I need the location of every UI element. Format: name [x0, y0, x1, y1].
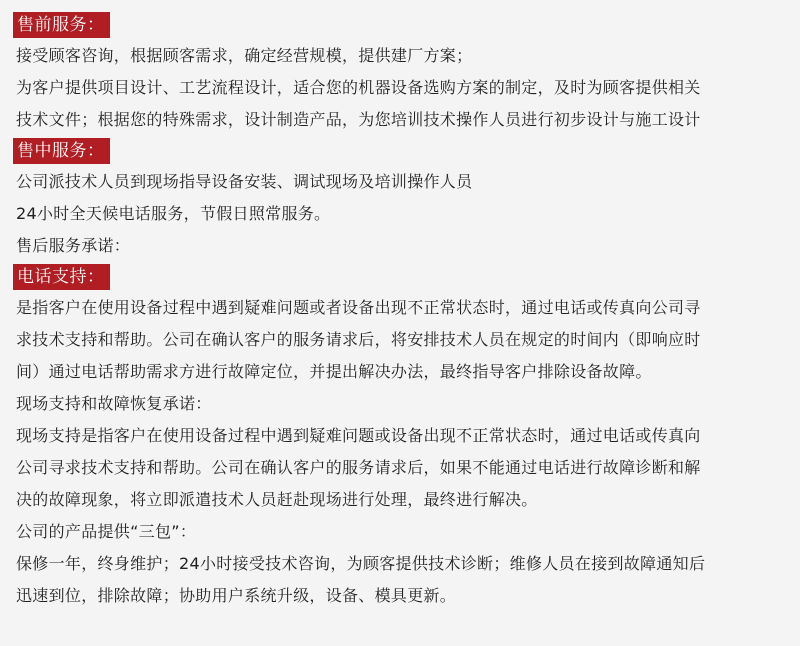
pre-sales-line: 接受顾客咨询，根据顾客需求，确定经营规模，提供建厂方案；: [16, 46, 473, 65]
onsite-support-line: 现场支持是指客户在使用设备过程中遇到疑难问题或设备出现不正常状态时，通过电话或传真向: [16, 426, 701, 445]
phone-support-line: 求技术支持和帮助。公司在确认客户的服务请求后，将安排技术人员在规定的时间内（即响应时: [16, 330, 701, 349]
phone-support-heading: 电话支持：: [13, 264, 110, 290]
pre-sales-line: 技术文件；根据您的特殊需求，设计制造产品，为您培训技术操作人员进行初步设计与施工设计: [16, 110, 701, 129]
phone-support-line: 间）通过电话帮助需求方进行故障定位，并提出解决办法，最终指导客户排除设备故障。: [16, 362, 652, 381]
onsite-support-label: 现场支持和故障恢复承诺：: [16, 394, 212, 413]
after-sales-commitment-label: 售后服务承诺：: [16, 236, 131, 255]
in-sales-line: 公司派技术人员到现场指导设备安装、调试现场及培训操作人员: [16, 172, 473, 191]
phone-support-line: 是指客户在使用设备过程中遇到疑难问题或者设备出现不正常状态时，通过电话或传真向公司寻: [16, 298, 701, 317]
pre-sales-heading: 售前服务：: [13, 12, 110, 38]
onsite-support-line: 公司寻求技术支持和帮助。公司在确认客户的服务请求后，如果不能通过电话进行故障诊断和解: [16, 458, 701, 477]
in-sales-section: [13, 136, 800, 262]
pre-sales-line: 为客户提供项目设计、工艺流程设计，适合您的机器设备选购方案的制定，及时为顾客提供相关: [16, 78, 701, 97]
three-guarantees-line: 迅速到位，排除故障；协助用户系统升级，设备、模具更新。: [16, 586, 457, 605]
phone-support-section: [13, 262, 800, 612]
in-sales-line: 24小时全天候电话服务，节假日照常服务。: [16, 204, 331, 223]
onsite-support-line: 决的故障现象，将立即派遣技术人员赶赴现场进行处理，最终进行解决。: [16, 490, 538, 509]
three-guarantees-line: 保修一年，终身维护；24小时接受技术咨询，为顾客提供技术诊断；维修人员在接到故障通知后: [16, 554, 706, 573]
three-guarantees-label: 公司的产品提供“三包”：: [16, 522, 197, 541]
in-sales-heading: 售中服务：: [13, 138, 110, 164]
pre-sales-section: [13, 10, 800, 136]
